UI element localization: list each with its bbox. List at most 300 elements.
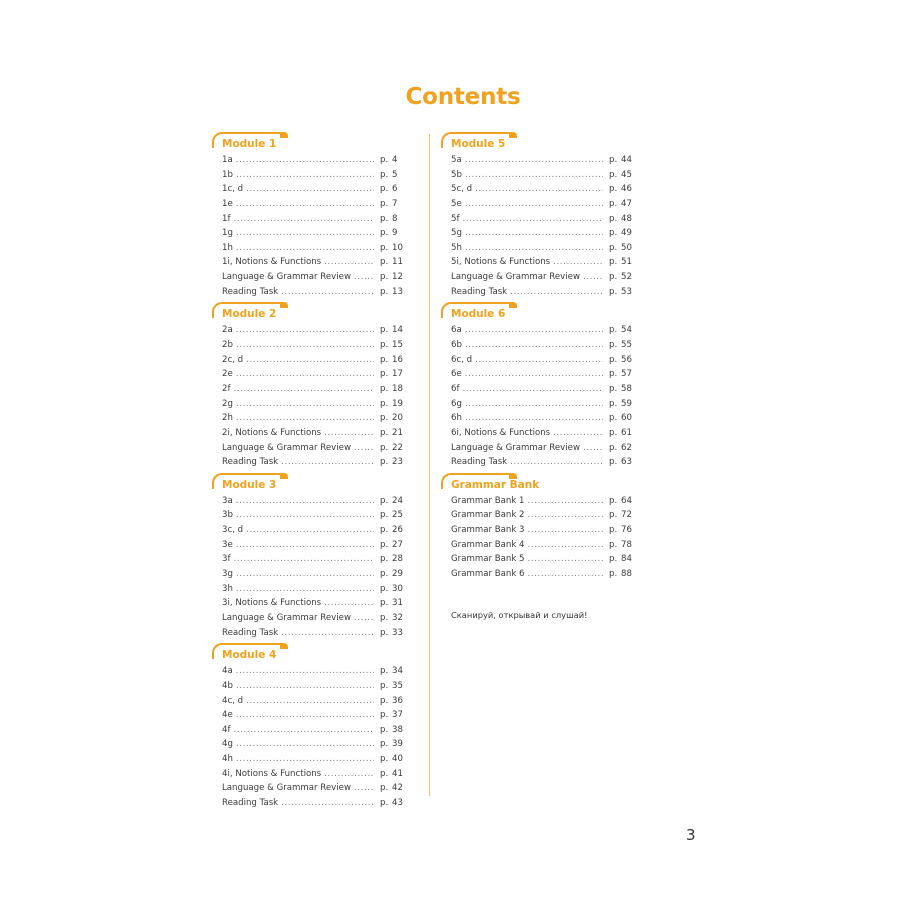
toc-entry-title: 1a	[222, 155, 233, 165]
toc-entry[interactable]	[441, 197, 639, 212]
toc-entry-title: 6e	[451, 369, 462, 380]
page-prefix: p.	[609, 272, 618, 283]
module-title: Module 1	[222, 138, 277, 150]
dot-leader	[246, 694, 374, 709]
toc-entry-title: 5i, Notions & Functions	[451, 257, 551, 268]
toc-entry[interactable]	[441, 241, 639, 256]
toc-page-number: 47	[621, 198, 632, 209]
toc-entry[interactable]	[212, 323, 410, 338]
page-prefix: p.	[380, 257, 389, 268]
page-prefix: p.	[609, 539, 618, 550]
page-prefix: p.	[380, 413, 389, 424]
page-prefix: p.	[380, 666, 389, 677]
toc-entry[interactable]	[212, 241, 410, 256]
toc-page-number: 28	[392, 554, 403, 565]
dot-leader	[246, 353, 374, 368]
toc-page-number: 16	[392, 354, 403, 365]
toc-entry[interactable]	[441, 441, 639, 456]
toc-page-number: 53	[621, 286, 632, 297]
toc-entry-title: 1i, Notions & Functions	[222, 257, 322, 268]
dot-leader	[236, 323, 374, 338]
page-prefix: p.	[609, 340, 618, 351]
dot-leader	[465, 168, 603, 183]
page-prefix: p.	[380, 242, 389, 253]
toc-entry-title: 3c, d	[222, 525, 244, 536]
toc-page-number: 50	[621, 242, 632, 253]
toc-entry-title: 5a	[451, 155, 462, 165]
toc-page-number: 37	[392, 710, 403, 721]
dot-leader	[528, 494, 603, 509]
dot-leader	[528, 523, 603, 538]
dot-leader	[236, 367, 374, 382]
dot-leader	[475, 182, 603, 197]
toc-page-number: 52	[621, 272, 632, 283]
toc-entry-title: 5e	[451, 198, 462, 209]
dot-leader	[528, 552, 603, 567]
toc-page-number: 33	[392, 627, 403, 638]
dot-leader	[553, 426, 603, 441]
toc-entry-title: 1c, d	[222, 184, 244, 195]
page-prefix: p.	[380, 155, 389, 165]
dot-leader	[475, 353, 603, 368]
toc-entry-title: Grammar Bank 4	[451, 539, 525, 550]
dot-leader	[236, 582, 374, 597]
module-section	[212, 132, 410, 302]
dot-leader	[236, 241, 374, 256]
toc-entry[interactable]	[212, 426, 410, 441]
toc-page-number: 59	[621, 398, 632, 409]
toc-entry-title: 5b	[451, 169, 462, 180]
dot-leader	[236, 567, 374, 582]
toc-entry[interactable]	[212, 255, 410, 270]
module-heading	[212, 132, 410, 149]
toc-entry-title: 6g	[451, 398, 462, 409]
toc-entry[interactable]	[212, 182, 410, 197]
toc-entry[interactable]	[441, 226, 639, 241]
toc-entry[interactable]	[441, 382, 639, 397]
page-prefix: p.	[380, 612, 389, 623]
toc-page-number: 6	[392, 184, 398, 195]
dot-leader	[463, 382, 604, 397]
dot-leader	[465, 197, 603, 212]
column-divider	[429, 134, 430, 796]
toc-entry-title: 2a	[222, 325, 233, 336]
dot-leader	[324, 596, 374, 611]
dot-leader	[324, 426, 374, 441]
toc-entry[interactable]	[441, 411, 639, 426]
toc-entry[interactable]	[212, 285, 410, 300]
toc-entry[interactable]	[212, 767, 410, 782]
toc-entry[interactable]	[212, 596, 410, 611]
toc-entry-title: 6a	[451, 325, 462, 336]
dot-leader	[236, 752, 374, 767]
toc-page-number: 14	[392, 325, 403, 336]
dot-leader	[236, 708, 374, 723]
toc-page-number: 48	[621, 213, 632, 224]
toc-entry[interactable]	[212, 664, 410, 679]
toc-page-number: 62	[621, 442, 632, 453]
page-prefix: p.	[609, 495, 618, 506]
toc-page-number: 44	[621, 155, 632, 165]
toc-entry[interactable]	[212, 226, 410, 241]
toc-entry-title: Grammar Bank 2	[451, 510, 525, 521]
page-prefix: p.	[380, 569, 389, 580]
dot-leader	[281, 796, 374, 811]
page-prefix: p.	[380, 724, 389, 735]
toc-page-number: 11	[392, 257, 403, 268]
toc-entry[interactable]	[441, 367, 639, 382]
toc-page-number: 56	[621, 354, 632, 365]
toc-page-number: 49	[621, 228, 632, 239]
toc-page-number: 5	[392, 169, 398, 180]
dot-leader	[354, 611, 374, 626]
toc-entry[interactable]	[441, 212, 639, 227]
toc-entry-title: Language & Grammar Review	[222, 442, 351, 453]
toc-entry[interactable]	[212, 611, 410, 626]
toc-entry-title: Reading Task	[222, 797, 279, 808]
toc-page-number: 88	[621, 569, 632, 580]
page-prefix: p.	[609, 427, 618, 438]
toc-page-number: 12	[392, 272, 403, 283]
toc-entry[interactable]	[212, 168, 410, 183]
toc-entry[interactable]	[441, 285, 639, 300]
page-prefix: p.	[609, 525, 618, 536]
left-column	[212, 132, 410, 814]
dot-leader	[281, 455, 374, 470]
page-prefix: p.	[380, 554, 389, 565]
toc-page-number: 10	[392, 242, 403, 253]
page-prefix: p.	[609, 442, 618, 453]
toc-entry-title: Language & Grammar Review	[222, 272, 351, 283]
toc-entry-title: 5f	[451, 213, 460, 224]
toc-page-number: 63	[621, 457, 632, 468]
toc-entry-title: 2i, Notions & Functions	[222, 427, 322, 438]
dot-leader	[465, 323, 603, 338]
toc-entry[interactable]	[212, 411, 410, 426]
page-prefix: p.	[380, 442, 389, 453]
page-prefix: p.	[609, 325, 618, 336]
page-prefix: p.	[380, 398, 389, 409]
toc-entry[interactable]	[212, 338, 410, 353]
toc-entry[interactable]	[212, 523, 410, 538]
toc-entry-title: 3g	[222, 569, 233, 580]
toc-entry[interactable]	[212, 582, 410, 597]
dot-leader	[465, 153, 603, 168]
module-title: Module 5	[451, 138, 506, 150]
page-prefix: p.	[609, 569, 618, 580]
page-prefix: p.	[380, 710, 389, 721]
toc-entry-title: Language & Grammar Review	[451, 442, 580, 453]
toc-entry[interactable]	[212, 508, 410, 523]
right-column	[441, 132, 639, 585]
toc-entry[interactable]	[441, 538, 639, 553]
toc-entry[interactable]	[212, 212, 410, 227]
toc-page-number: 26	[392, 525, 403, 536]
page-prefix: p.	[380, 286, 389, 297]
toc-page-number: 31	[392, 598, 403, 609]
dot-leader	[553, 255, 603, 270]
dot-leader	[463, 212, 604, 227]
toc-entry-title: 5h	[451, 242, 462, 253]
toc-entry-title: 4a	[222, 666, 233, 677]
toc-entry-title: 3i, Notions & Functions	[222, 598, 322, 609]
module-section	[212, 473, 410, 643]
toc-page-number: 23	[392, 457, 403, 468]
toc-entry[interactable]	[441, 255, 639, 270]
toc-entry[interactable]	[212, 752, 410, 767]
page-prefix: p.	[609, 184, 618, 195]
module-section	[441, 132, 639, 302]
toc-page-number: 60	[621, 413, 632, 424]
toc-page-number: 17	[392, 369, 403, 380]
toc-entry-title: 1b	[222, 169, 233, 180]
toc-page-number: 61	[621, 427, 632, 438]
dot-leader	[236, 197, 374, 212]
page-prefix: p.	[380, 369, 389, 380]
toc-entry[interactable]	[441, 353, 639, 368]
toc-entry[interactable]	[441, 455, 639, 470]
module-heading	[212, 473, 410, 490]
toc-entry-title: 1g	[222, 228, 233, 239]
toc-entry[interactable]	[212, 626, 410, 641]
toc-entry-title: 1e	[222, 198, 233, 209]
page-prefix: p.	[380, 627, 389, 638]
dot-leader	[354, 781, 374, 796]
toc-entry-title: 2e	[222, 369, 233, 380]
module-title: Module 2	[222, 308, 277, 321]
page-prefix: p.	[609, 155, 618, 165]
page-prefix: p.	[380, 272, 389, 283]
toc-entry-title: 6h	[451, 413, 462, 424]
dot-leader	[236, 338, 374, 353]
toc-entry-title: Reading Task	[222, 286, 279, 297]
toc-entry[interactable]	[212, 367, 410, 382]
toc-page-number: 54	[621, 325, 632, 336]
toc-page-number: 24	[392, 495, 403, 506]
module-heading	[212, 643, 410, 660]
page-prefix: p.	[380, 783, 389, 794]
page-prefix: p.	[609, 398, 618, 409]
toc-page-number: 42	[392, 783, 403, 794]
toc-entry[interactable]	[212, 494, 410, 509]
dot-leader	[465, 367, 603, 382]
toc-entry[interactable]	[441, 494, 639, 509]
toc-entry[interactable]	[212, 567, 410, 582]
toc-page-number: 22	[392, 442, 403, 453]
toc-page-number: 36	[392, 695, 403, 706]
module-section	[212, 302, 410, 472]
page-prefix: p.	[380, 228, 389, 239]
toc-page-number: 43	[392, 797, 403, 808]
toc-page-number: 45	[621, 169, 632, 180]
page-prefix: p.	[380, 213, 389, 224]
page-prefix: p.	[380, 583, 389, 594]
toc-page-number: 35	[392, 680, 403, 691]
toc-entry[interactable]	[212, 455, 410, 470]
toc-entry-title: Grammar Bank 6	[451, 569, 525, 580]
toc-entry[interactable]	[212, 353, 410, 368]
toc-page-number: 13	[392, 286, 403, 297]
toc-entry-title: Reading Task	[451, 457, 508, 468]
page-prefix: p.	[609, 257, 618, 268]
toc-page-number: 55	[621, 340, 632, 351]
page-prefix: p.	[380, 184, 389, 195]
page-prefix: p.	[380, 739, 389, 750]
module-section	[441, 473, 639, 585]
toc-entry[interactable]	[441, 508, 639, 523]
page-prefix: p.	[609, 286, 618, 297]
page-prefix: p.	[380, 797, 389, 808]
page-prefix: p.	[609, 213, 618, 224]
toc-entry[interactable]	[441, 338, 639, 353]
toc-entry[interactable]	[441, 426, 639, 441]
page-prefix: p.	[609, 354, 618, 365]
toc-page-number: 76	[621, 525, 632, 536]
page-prefix: p.	[380, 169, 389, 180]
toc-entry[interactable]	[441, 153, 639, 168]
toc-entry[interactable]	[441, 270, 639, 285]
dot-leader	[246, 523, 374, 538]
toc-entry-title: Reading Task	[222, 627, 279, 638]
toc-entry-title: 2h	[222, 413, 233, 424]
toc-entry-title: 5c, d	[451, 184, 473, 195]
toc-page-number: 39	[392, 739, 403, 750]
dot-leader	[354, 441, 374, 456]
dot-leader	[465, 397, 603, 412]
dot-leader	[510, 455, 603, 470]
toc-entry-title: Reading Task	[451, 286, 508, 297]
toc-page-number: 38	[392, 724, 403, 735]
toc-entry-title: Reading Task	[222, 457, 279, 468]
toc-page-number: 27	[392, 539, 403, 550]
toc-page-number: 25	[392, 510, 403, 521]
dot-leader	[465, 226, 603, 241]
dot-leader	[528, 567, 603, 582]
toc-entry-title: 5g	[451, 228, 462, 239]
toc-entry[interactable]	[212, 796, 410, 811]
toc-entry-title: 4e	[222, 710, 233, 721]
dot-leader	[324, 767, 374, 782]
toc-page-number: 8	[392, 213, 398, 224]
toc-entry[interactable]	[212, 694, 410, 709]
toc-entry-title: 3h	[222, 583, 233, 594]
page-prefix: p.	[380, 495, 389, 506]
dot-leader	[234, 723, 375, 738]
toc-entry[interactable]	[212, 397, 410, 412]
toc-entry-title: 4h	[222, 754, 233, 765]
page-prefix: p.	[380, 198, 389, 209]
toc-entry[interactable]	[212, 197, 410, 212]
toc-entry-title: Language & Grammar Review	[222, 612, 351, 623]
toc-entry-title: Grammar Bank 1	[451, 495, 525, 506]
toc-page-number: 72	[621, 510, 632, 521]
page-prefix: p.	[380, 768, 389, 779]
dot-leader	[246, 182, 374, 197]
toc-entry[interactable]	[212, 552, 410, 567]
toc-entry[interactable]	[212, 538, 410, 553]
toc-page-number: 41	[392, 768, 403, 779]
page-prefix: p.	[380, 510, 389, 521]
toc-entry[interactable]	[212, 441, 410, 456]
page-prefix: p.	[380, 598, 389, 609]
toc-entry-title: 4b	[222, 680, 233, 691]
toc-entry-title: 4c, d	[222, 695, 244, 706]
toc-entry-title: 3a	[222, 495, 233, 506]
page-prefix: p.	[609, 198, 618, 209]
toc-entry-title: 2g	[222, 398, 233, 409]
toc-entry[interactable]	[212, 781, 410, 796]
toc-entry[interactable]	[212, 708, 410, 723]
toc-page-number: 58	[621, 383, 632, 394]
toc-page-number: 15	[392, 340, 403, 351]
toc-entry[interactable]	[441, 523, 639, 538]
module-heading	[212, 302, 410, 319]
page-prefix: p.	[380, 354, 389, 365]
toc-entry[interactable]	[441, 552, 639, 567]
page-prefix: p.	[380, 680, 389, 691]
page-prefix: p.	[380, 383, 389, 394]
toc-entry[interactable]	[212, 153, 410, 168]
page-prefix: p.	[609, 457, 618, 468]
dot-leader	[281, 626, 374, 641]
dot-leader	[281, 285, 374, 300]
page-prefix: p.	[380, 427, 389, 438]
toc-entry-title: 6b	[451, 340, 462, 351]
toc-entry-title: 3e	[222, 539, 233, 550]
dot-leader	[583, 270, 603, 285]
toc-entry[interactable]	[441, 168, 639, 183]
toc-entry[interactable]	[441, 397, 639, 412]
dot-leader	[234, 212, 375, 227]
dot-leader	[234, 552, 375, 567]
toc-entry[interactable]	[441, 567, 639, 582]
module-title: Module 6	[451, 308, 506, 321]
module-section	[212, 643, 410, 813]
page-number: 3	[686, 826, 696, 844]
toc-entry-title: 4f	[222, 724, 231, 735]
dot-leader	[236, 494, 374, 509]
page-prefix: p.	[609, 169, 618, 180]
toc-entry-title: Language & Grammar Review	[451, 272, 580, 283]
toc-entry[interactable]	[441, 182, 639, 197]
page-prefix: p.	[380, 525, 389, 536]
toc-entry[interactable]	[212, 737, 410, 752]
module-heading	[441, 132, 639, 149]
toc-entry-title: 4g	[222, 739, 233, 750]
dot-leader	[528, 508, 603, 523]
toc-entry[interactable]	[212, 679, 410, 694]
dot-leader	[465, 338, 603, 353]
dot-leader	[236, 664, 374, 679]
dot-leader	[236, 737, 374, 752]
dot-leader	[234, 382, 375, 397]
module-heading	[441, 302, 639, 319]
toc-page-number: 40	[392, 754, 403, 765]
toc-entry[interactable]	[212, 723, 410, 738]
toc-page-number: 7	[392, 198, 398, 209]
scan-note: Сканируй, открывай и слушай!	[451, 610, 588, 620]
toc-entry[interactable]	[212, 382, 410, 397]
toc-entry[interactable]	[441, 323, 639, 338]
dot-leader	[354, 270, 374, 285]
toc-page-number: 51	[621, 257, 632, 268]
toc-page-number: 21	[392, 427, 403, 438]
toc-entry[interactable]	[212, 270, 410, 285]
page-prefix: p.	[609, 413, 618, 424]
toc-entry-title: 3b	[222, 510, 233, 521]
toc-entry-title: 6c, d	[451, 354, 473, 365]
dot-leader	[236, 226, 374, 241]
